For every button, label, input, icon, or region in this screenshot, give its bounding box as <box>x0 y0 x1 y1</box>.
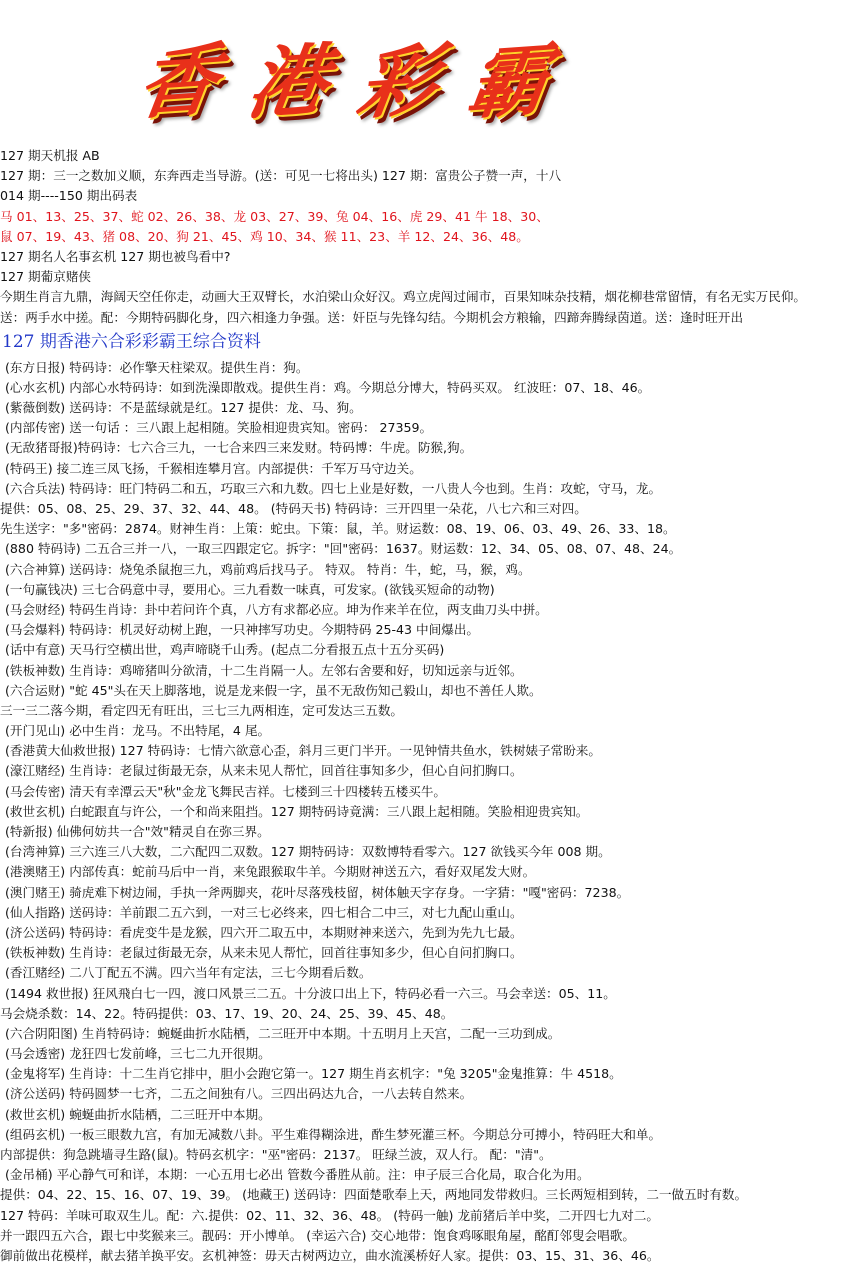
body-line: 并一跟四五六合，跟七中奖猴来三。靓码：开小博单。 (幸运六合) 交心地带：饱食鸡啄眼角屋，酩酊邻叟会唱歌。 <box>0 1227 635 1243</box>
header-line: 014 期----150 期出码表 <box>0 188 138 204</box>
body-line: (马会爆料) 特码诗：机灵好动树上跑，一只神摔写功史。今期特码 25-43 中间爆出。 <box>5 622 480 638</box>
zodiac-number-table <box>0 207 863 247</box>
body-line: 提供：05、08、25、29、37、32、44、48。 (特码天书) 特码诗：三开四里一朵花，八七六和三对四。 <box>0 501 587 516</box>
body-line: (880 特码诗) 二五合三并一八，一取三四跟定它。拆字："回"密码：1637。财运数：12、34、05、08、07、48、24。 <box>5 541 682 557</box>
zodiac-number-line: 马 01、13、25、37、蛇 02、26、38、龙 03、27、39、兔 04、16、虎 29、41 牛 18、30、 <box>0 208 549 224</box>
body-line: (六合兵法) 特码诗：旺门特码二和五，巧取三六和九数。四七上业是好数，一八贵人今也到。生肖：攻蛇，守马，龙。 <box>5 480 662 496</box>
body-line: (开门见山) 必中生肖：龙马。不出特尾，4 尾。 <box>5 723 271 739</box>
body-line: (救世玄机) 蜿蜒曲折水陆栖，二三旺开中本期。 <box>5 1106 271 1122</box>
document-body <box>0 146 863 1266</box>
intro-line: 127 期葡京赌侠 <box>0 269 92 285</box>
body-line: (济公送码) 特码圆梦一七齐，二五之间独有八。三四出码达九合，一八去转自然来。 <box>5 1086 473 1102</box>
body-line: (六合神算) 送码诗：烧兔杀鼠抱三九，鸡前鸡后找马子。 特双。 特肖：牛，蛇，马，猴，鸡。 <box>5 561 531 577</box>
body-line: (金鬼将军) 生肖诗：十二生肖它排中，胆小会跑它第一。127 期生肖玄机字："兔 3205"金鬼推算：牛 4518。 <box>5 1066 622 1082</box>
body-line: 内部提供：狗急跳墙寻生路(鼠)。特码玄机字："巫"密码：2137。 旺绿兰波，双人行。 配："清"。 <box>0 1147 552 1162</box>
body-line: (紫薇倒数) 送码诗：不是蓝绿就是红。127 提供：龙、马、狗。 <box>5 400 362 416</box>
body-line: (心水玄机) 内部心水特码诗：如到洗澡即散戏。提供生肖：鸡。今期总分博大，特码买双。 红波旺：07、18、46。 <box>5 379 651 395</box>
body-line: (六合阴阳图) 生肖特码诗：蜿蜒曲折水陆栖，二三旺开中本期。十五明月上天宫，二配一三功到成。 <box>5 1025 561 1041</box>
intro-block <box>0 247 863 328</box>
body-line: 三一三二落今期，看定四无有旺出，三七三九两相连，定可发达三五数。 <box>0 702 403 718</box>
intro-line: 今期生肖言九鼎，海阔天空任你走，动画大王双臂长，水泊梁山众好汉。鸡立虎闯过闹市，百果知味杂技精，烟花柳巷常留情，有名无实万民仰。 <box>0 289 806 305</box>
body-line: (金吊桶) 平心静气可和详，本期：一心五用七必出 管数今番胜从前。注：申子辰三合化局，取合化为用。 <box>5 1167 590 1183</box>
header-line: 127 期天机报 AB <box>0 148 100 163</box>
body-line: (济公送码) 特码诗：看虎变牛是龙猴，四六开二取五中，本期财神来送六，先到为先九七最。 <box>5 924 523 940</box>
body-line: (组码玄机) 一板三眼数九宫，有加无减数八卦。平生难得糊涂进，酢生梦死灌三杯。今期总分可搏小，特码旺大和单。 <box>5 1126 662 1142</box>
logo-char-4: 霸 <box>462 34 559 131</box>
body-line: (香港黄大仙救世报) 127 特码诗：七情六欲意心歪，斜月三更门半开。一见钟情共鱼水，铁树婊子常盼来。 <box>5 743 601 759</box>
body-line: (特新报) 仙佛何妨共一合"效"精灵自在弥三界。 <box>5 824 270 839</box>
body-line: (东方日报) 特码诗：必作擎天柱梁双。提供生肖：狗。 <box>5 359 309 375</box>
logo-char-3: 彩 <box>352 34 449 131</box>
body-line: (马会传密) 清天有幸潭云天"秋"金龙飞舞民吉祥。七楼到三十四楼转五楼买牛。 <box>5 783 447 799</box>
body-line: (铁板神数) 生肖诗：鸡啼猪叫分欲清，十二生肖隔一人。左邻右舍要和好，切知远亲与近邻。 <box>5 662 523 678</box>
body-line: (话中有意) 天马行空横出世，鸡声啼晓千山秀。(起点二分看报五点十五分买码) <box>5 642 445 658</box>
body-line: (内部传密) 送一句话 ：三八跟上起相随。笑脸相迎贵宾知。密码： 27359。 <box>5 420 433 436</box>
body-line: (马会透密) 龙狂四七发前峰，三七二九开很期。 <box>5 1046 271 1062</box>
zodiac-number-line: 鼠 07、19、43、猪 08、20、狗 21、45、鸡 10、34、猴 11、23、羊 12、24、36、48。 <box>0 228 529 244</box>
body-line: (1494 救世报) 狂风飛白七一四，渡口风景三二五。十分波口出上下，特码必看一六三。马会幸送：05、11。 <box>5 985 616 1001</box>
header-block <box>0 146 863 207</box>
body-line: (澳门赌王) 骑虎难下树边闹，手执一斧两脚夹，花叶尽落残枝留，树体触天字存身。一字猜："嘎"密码：7238。 <box>5 884 630 900</box>
body-line: (台湾神算) 三六连三八大数，二六配四二双数。127 期特码诗：双数博特看零六。127 欲钱买今年 008 期。 <box>5 844 611 860</box>
body-line: 御前做出花模样，献去猪羊换平安。玄机神签：毋天古树两边立，曲水流溪桥好人家。提供：03、15、31、36、46。 <box>0 1247 660 1263</box>
body-line: 马会烧杀数：14、22。特码提供：03、17、19、20、24、25、39、45、48。 <box>0 1005 454 1021</box>
body-line: (仙人指路) 送码诗：羊前跟二五六到，一对三七必终来，四七相合二中三，对七九配山重山。 <box>5 904 523 920</box>
header-line: 127 期：三一之数加义顺，东奔西走当导游。(送：可见一七将出头) 127 期：富贵公子赞一声，十八 <box>0 168 562 184</box>
body-line: (马会财经) 特码生肖诗：卦中若问许个真，八方有求都必应。坤为作来羊在位，两支曲刀头中拼。 <box>5 601 548 617</box>
body-line: (六合运财) "蛇 45"头在天上脚落地，说是龙来假一字，虽不无敌伤知己毅山，却也不善任人欺。 <box>5 682 542 698</box>
body-line: (无敌猪哥报)特码诗：七六合三九，一七合来四三来发财。特码博：牛虎。防猴,狗。 <box>5 440 473 456</box>
body-line: (港澳赌王) 内部传真：蛇前马后中一肖，来兔跟猴取牛羊。今期财神送五六，看好双尾发大财。 <box>5 864 536 880</box>
body-line: (特码王) 接二连三凤飞扬，千猴相连攀月宫。内部提供：千军万马守边关。 <box>5 460 422 476</box>
intro-line: 127 期名人名事玄机 127 期也被鸟看中? <box>0 248 231 264</box>
body-line: 127 特码：羊味可取双生儿。配：六.提供：02、11、32、36、48。 (特码一触) 龙前猪后羊中奖，二开四七九对二。 <box>0 1207 659 1223</box>
body-line: (铁板神数) 生肖诗：老鼠过街最无奈，从来未见人帮忙，回首往事知多少，但心自问扪胸口。 <box>5 945 523 961</box>
logo-text <box>126 22 566 130</box>
body-line: 先生送字："多"密码：2874。财神生肖：上策：蛇虫。下策：鼠，羊。财运数：08、19、06、03、49、26、33、18。 <box>0 521 676 537</box>
body-line: (香江赌经) 二八丁配五不满。四六当年有定法，三七今期看后数。 <box>5 965 372 981</box>
logo-char-1: 香 <box>132 34 229 131</box>
section-title: 127 期香港六合彩彩霸王综合资料 <box>2 331 261 352</box>
body-lines <box>0 358 863 1266</box>
body-line: (救世玄机) 白蛇跟直与许公，一个和尚来阻挡。127 期特码诗竟满：三八跟上起相随。笑脸相迎贵宾知。 <box>5 803 589 819</box>
logo <box>126 22 566 130</box>
body-line: 提供：04、22、15、16、07、19、39。 (地藏王) 送码诗：四面楚歌奉上天，两地同发带救归。三长两短相到转，二一做五时有数。 <box>0 1187 748 1203</box>
body-line: (一句赢钱决) 三七合码意中寻，要用心。三九看数一味真，可发家。(欲钱买短命的动物) <box>5 581 495 597</box>
intro-line: 送：两手水中搓。配：今期特码脚化身，四六相逢力争强。送：奸臣与先锋勾结。今期机会方粮输，四蹄奔腾绿茵道。送：逢时旺开出 <box>0 309 744 325</box>
logo-char-2: 港 <box>242 34 339 131</box>
body-line: (濠江赌经) 生肖诗：老鼠过街最无奈，从来未见人帮忙，回首往事知多少，但心自问扪胸口。 <box>5 763 523 779</box>
